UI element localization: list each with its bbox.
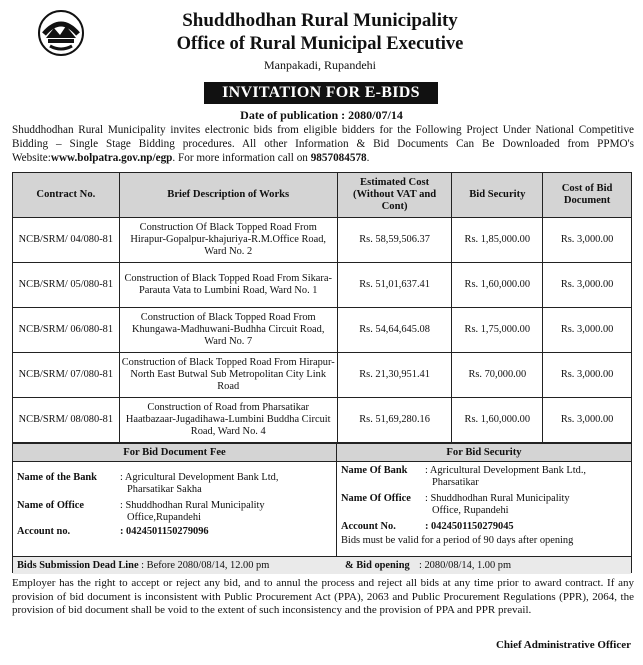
security-office-label: Name Of Office — [341, 493, 411, 504]
estimated-cost-cell: Rs. 58,59,506.37 — [337, 218, 452, 263]
submission-deadline-value: : Before 2080/08/14, 12.00 pm — [141, 560, 270, 571]
description-cell: Construction of Black Topped Road From Hirapur-North East Butwal Sub Metropolitan City Link Road — [119, 353, 337, 398]
security-bank-value: : Agricultural Development Bank Ltd., Pharsatikar — [425, 465, 587, 488]
terms-paragraph: Employer has the right to accept or reject any bid, and to annul the process and reject all bids at any time prior to award contract. If any provision of bid document is inconsistent with Public Procurement Act (PPA), 2063 and Public Procurement Regulations (PPR), 2064, the provision of bid document shall be void to the extent of such inconsistency and the provision of PPA and PPR prevail. — [12, 577, 634, 616]
doc-cost-cell: Rs. 3,000.00 — [543, 353, 632, 398]
col-header-doc-cost: Cost of Bid Document — [543, 173, 632, 218]
description-cell: Construction of Black Topped Road From Sikara-Parauta Vata to Lumbini Road, Ward No. 1 — [119, 263, 337, 308]
phone-number: 9857084578 — [310, 152, 367, 164]
doc-cost-cell: Rs. 3,000.00 — [543, 263, 632, 308]
bid-security-title: For Bid Security — [337, 444, 631, 462]
description-cell: Construction of Black Topped Road From Khungawa-Madhuwani-Budhha Circuit Road, Ward No. 7 — [119, 308, 337, 353]
security-bank-label: Name Of Bank — [341, 465, 408, 476]
estimated-cost-cell: Rs. 21,30,951.41 — [337, 353, 452, 398]
security-account-label: Account No. — [341, 521, 396, 532]
doc-cost-cell: Rs. 3,000.00 — [543, 398, 632, 443]
security-account-value: : 0424501150279045 — [425, 521, 514, 532]
bid-security-section — [337, 444, 631, 572]
contract-no-cell: NCB/SRM/ 08/080-81 — [13, 398, 120, 443]
doc-cost-cell: Rs. 3,000.00 — [543, 218, 632, 263]
contract-no-cell: NCB/SRM/ 07/080-81 — [13, 353, 120, 398]
bid-security-cell: Rs. 70,000.00 — [452, 353, 543, 398]
bid-security-cell: Rs. 1,75,000.00 — [452, 308, 543, 353]
col-header-cost: Estimated Cost (Without VAT and Cont) — [337, 173, 452, 218]
intro-paragraph: Shuddhodhan Rural Municipality invites electronic bids from eligible bidders for the Following Project Under National Competitive Bidding – Single Stage Bidding procedures. All other Information & Bid Documents Can Be Downloaded from PPMO's Website:www.bolpatra.gov.np/egp. For more information call on 9857084578. — [12, 124, 634, 164]
table-row — [13, 263, 632, 308]
website-link[interactable]: www.bolpatra.gov.np/egp — [50, 152, 173, 164]
table-row — [13, 353, 632, 398]
table-row — [13, 308, 632, 353]
submission-deadline-label: Bids Submission Dead Line — [17, 560, 139, 571]
contract-no-cell: NCB/SRM/ 05/080-81 — [13, 263, 120, 308]
doc-cost-cell: Rs. 3,000.00 — [543, 308, 632, 353]
table-header-row — [13, 173, 632, 218]
municipality-seal-logo — [36, 8, 86, 58]
bid-doc-fee-title: For Bid Document Fee — [13, 444, 336, 462]
contract-no-cell: NCB/SRM/ 06/080-81 — [13, 308, 120, 353]
table-row — [13, 218, 632, 263]
bid-doc-fee-section — [13, 444, 337, 572]
description-cell: Construction Of Black Topped Road From Hirapur-Gopalpur-khajuriya-R.M.Office Road, Ward No. 2 — [119, 218, 337, 263]
security-office-value: : Shuddhodhan Rural Municipality Office, Rupandehi — [425, 493, 570, 516]
signatory-title: Chief Administrative Officer — [495, 639, 631, 651]
fee-bank-label: Name of the Bank — [17, 472, 97, 483]
notice-banner: INVITATION FOR E-BIDS — [204, 82, 438, 104]
office-name: Office of Rural Municipal Executive — [176, 34, 464, 54]
estimated-cost-cell: Rs. 54,64,645.08 — [337, 308, 452, 353]
deadline-row — [13, 556, 631, 574]
publication-date: Date of publication : 2080/07/14 — [240, 108, 403, 122]
table-row — [13, 398, 632, 443]
estimated-cost-cell: Rs. 51,01,637.41 — [337, 263, 452, 308]
bid-opening-value: : 2080/08/14, 1.00 pm — [419, 560, 512, 571]
address: Manpakadi, Rupandehi — [264, 58, 376, 72]
fee-account-value: : 0424501150279096 — [120, 526, 209, 537]
description-cell: Construction of Road from Pharsatikar Haatbazaar-Jugadihawa-Lumbini Buddha Circuit Road, Ward No. 4 — [119, 398, 337, 443]
col-header-description: Brief Description of Works — [119, 173, 337, 218]
org-name: Shuddhodhan Rural Municipality — [182, 10, 458, 31]
contract-no-cell: NCB/SRM/ 04/080-81 — [13, 218, 120, 263]
bid-security-cell: Rs. 1,60,000.00 — [452, 398, 543, 443]
bid-security-cell: Rs. 1,85,000.00 — [452, 218, 543, 263]
contracts-table — [12, 172, 632, 443]
fee-office-value: : Shuddhodhan Rural Municipality Office,Rupandehi — [120, 500, 265, 523]
fee-office-label: Name of Office — [17, 500, 84, 511]
bid-opening-label: & Bid opening — [345, 560, 410, 571]
payment-details-box — [12, 443, 632, 573]
col-header-contract: Contract No. — [13, 173, 120, 218]
estimated-cost-cell: Rs. 51,69,280.16 — [337, 398, 452, 443]
bid-security-cell: Rs. 1,60,000.00 — [452, 263, 543, 308]
fee-bank-value: : Agricultural Development Bank Ltd, Pharsatikar Sakha — [120, 472, 279, 495]
bid-validity-note: Bids must be valid for a period of 90 days after opening — [341, 535, 574, 546]
fee-account-label: Account no. — [17, 526, 71, 537]
col-header-security: Bid Security — [452, 173, 543, 218]
